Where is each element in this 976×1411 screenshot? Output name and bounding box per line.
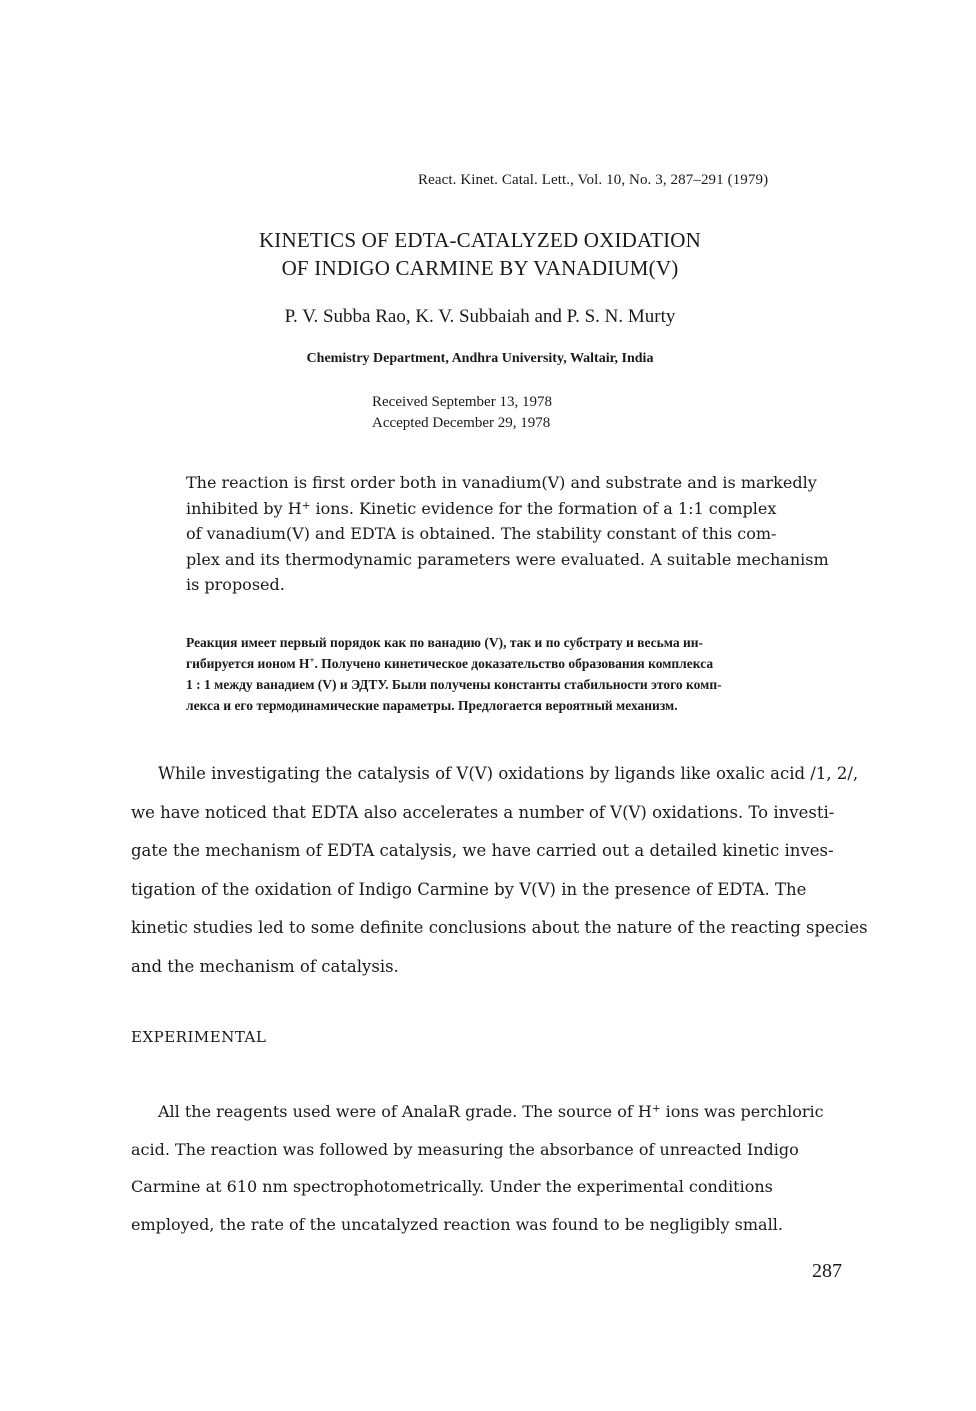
authors: P. V. Subba Rao, K. V. Subbaiah and P. S. N. Murty — [284, 306, 676, 327]
body-line: employed, the rate of the uncatalyzed reaction was found to be negligibly small. — [131, 1214, 783, 1234]
body-line: gate the mechanism of EDTA catalysis, we have carried out a detailed kinetic inves- — [131, 841, 834, 861]
abstract-text: inhibited by H — [186, 498, 302, 518]
abstract-russian — [186, 632, 876, 716]
body-text: ions was perchloric — [660, 1102, 824, 1121]
accepted-date: Accepted December 29, 1978 — [372, 415, 551, 431]
body-line: Carmine at 610 nm spectrophotometrically. Under the experimental conditions — [131, 1177, 773, 1196]
paper-title — [180, 226, 780, 282]
superscript-plus: + — [301, 498, 311, 511]
abstract-line: is proposed. — [186, 575, 285, 594]
received-date: Received September 13, 1978 — [372, 394, 552, 410]
superscript-plus: + — [651, 1102, 661, 1115]
journal-citation: React. Kinet. Catal. Lett., Vol. 10, No. 3, 287–291 (1979) — [418, 172, 769, 188]
body-line: kinetic studies led to some definite conclusions about the nature of the reacting species — [131, 918, 868, 938]
abstract-english — [186, 470, 876, 598]
body-line: and the mechanism of catalysis. — [131, 956, 399, 976]
abstract-ru-line: лекса и его термодинамические параметры. Предлогается вероятный механизм. — [186, 698, 678, 713]
introduction-paragraph — [131, 755, 921, 987]
page-number: 287 — [812, 1260, 842, 1282]
body-line: acid. The reaction was followed by measuring the absorbance of unreacted Indigo — [131, 1139, 799, 1159]
title-line-1: KINETICS OF EDTA-CATALYZED OXIDATION — [258, 228, 702, 252]
abstract-line: The reaction is first order both in vanadium(V) and substrate and is markedly — [186, 473, 817, 492]
affiliation: Chemistry Department, Andhra University, Waltair, India — [306, 351, 654, 366]
superscript-plus: + — [309, 655, 315, 666]
abstract-ru-text: . Получено кинетическое доказательство образования комплекса — [314, 656, 714, 671]
abstract-ru-text: гибируется ионом H — [186, 656, 310, 671]
abstract-ru-line: 1 : 1 между ванадием (V) и ЭДТУ. Были получены константы стабильности этого комп- — [186, 677, 722, 692]
submission-dates — [372, 392, 632, 434]
abstract-text: ions. Kinetic evidence for the formation of a 1:1 complex — [310, 498, 777, 518]
abstract-ru-line: Реакция имеет первый порядок как по ванадию (V), так и по субстрату и весьма ин- — [186, 635, 704, 650]
body-text: All the reagents used were of AnalaR grade. The source of H — [158, 1102, 652, 1121]
title-line-2: OF INDIGO CARMINE BY VANADIUM(V) — [281, 256, 679, 280]
abstract-line: of vanadium(V) and EDTA is obtained. The stability constant of this com- — [186, 524, 777, 543]
body-line: we have noticed that EDTA also accelerates a number of V(V) oxidations. To investi- — [131, 802, 835, 822]
body-line: While investigating the catalysis of V(V) oxidations by ligands like oxalic acid /1, 2/, — [158, 764, 859, 783]
experimental-paragraph — [131, 1093, 921, 1243]
abstract-line — [186, 496, 876, 522]
abstract-line: plex and its thermodynamic parameters were evaluated. A suitable mechanism — [186, 549, 829, 569]
body-line: tigation of the oxidation of Indigo Carmine by V(V) in the presence of EDTA. The — [131, 879, 807, 899]
section-heading: EXPERIMENTAL — [131, 1028, 267, 1046]
abstract-ru-line — [186, 653, 876, 674]
body-line — [131, 1093, 921, 1131]
